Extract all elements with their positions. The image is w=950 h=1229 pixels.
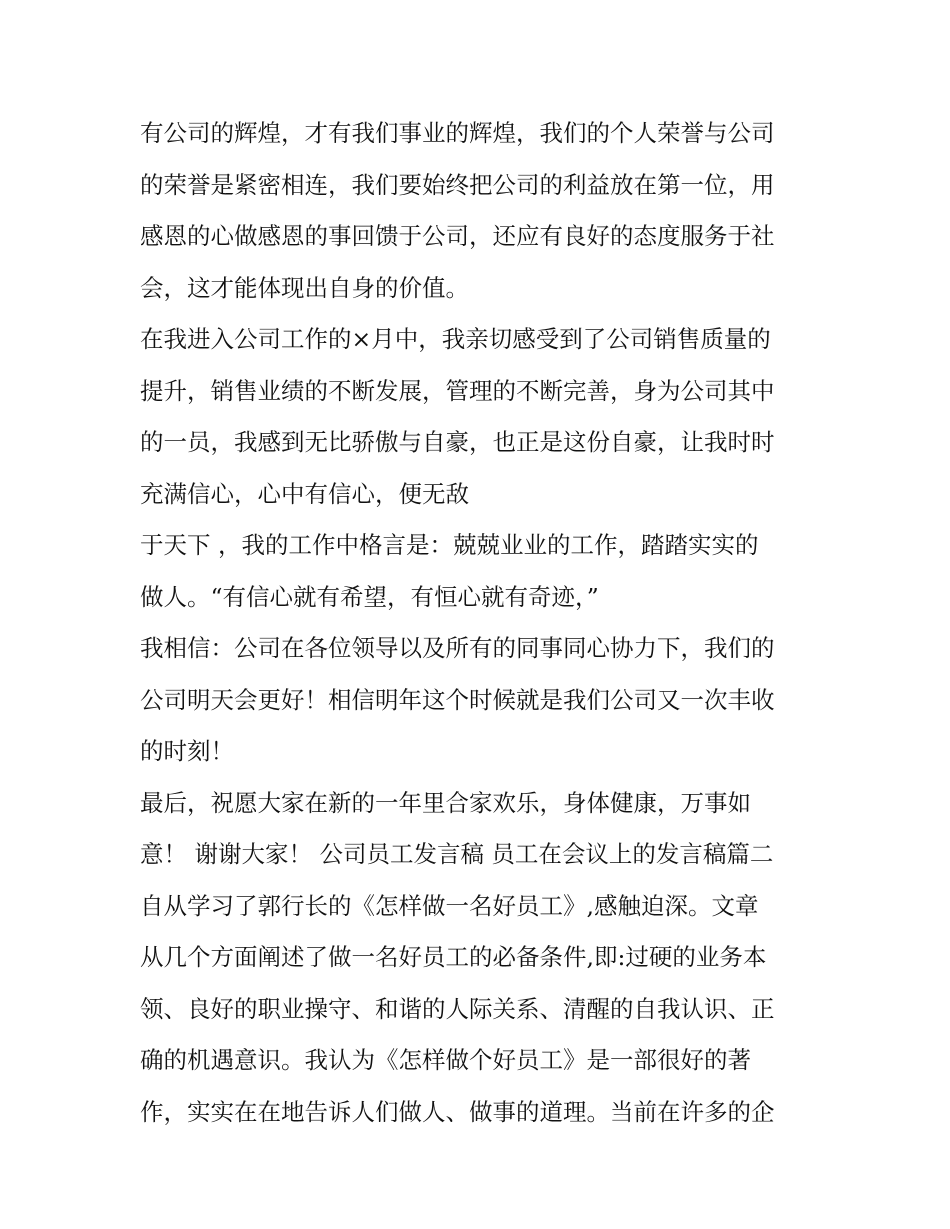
text-line: 意！ 谢谢大家！ 公司员工发言稿 员工在会议上的发言稿篇二 — [140, 840, 774, 868]
text-line: 在我进入公司工作的×月中，我亲切感受到了公司销售质量的 — [140, 325, 771, 353]
text-line: 作，实实在在地告诉人们做人、做事的道理。当前在许多的企 — [140, 1097, 775, 1126]
text-line: 最后，祝愿大家在新的一年里合家欢乐，身体健康，万事如 — [140, 788, 751, 817]
text-line: 会，这才能体现出自身的价值。 — [140, 273, 469, 302]
text-line: 提升，销售业绩的不断发展，管理的不断完善，身为公司其中 — [140, 376, 775, 405]
text-line: 的时刻！ — [140, 737, 234, 765]
text-line: 充满信心，心中有信心，便无敌 — [140, 479, 469, 508]
text-line: 自从学习了郭行长的《怎样做一名好员工》,感触迫深。文章 — [140, 891, 759, 920]
text-line: 有公司的辉煌，才有我们事业的辉煌，我们的个人荣誉与公司 — [140, 119, 775, 147]
text-line: 感恩的心做感恩的事回馈于公司，还应有良好的态度服务于社 — [140, 222, 775, 250]
text-line: 的荣誉是紧密相连，我们要始终把公司的利益放在第一位，用 — [140, 170, 775, 199]
text-line: 领、良好的职业操守、和谐的人际关系、清醒的自我认识、正 — [140, 994, 775, 1023]
text-line: 公司明天会更好！相信明年这个时候就是我们公司又一次丰收 — [140, 685, 775, 714]
text-line: 做人。“有信心就有希望，有恒心就有奇迹，” — [140, 582, 599, 611]
text-line: 于天下 ，我的工作中格言是：兢兢业业的工作，踏踏实实的 — [140, 531, 759, 559]
text-line: 的一员，我感到无比骄傲与自豪，也正是这份自豪，让我时时 — [140, 428, 775, 456]
text-line: 我相信：公司在各位领导以及所有的同事同心协力下，我们的 — [140, 634, 775, 662]
body-text — [140, 108, 830, 1138]
text-line: 确的机遇意识。我认为《怎样做个好员工》是一部很好的著 — [140, 1046, 751, 1074]
text-line: 从几个方面阐述了做一名好员工的必备条件,即:过硬的业务本 — [140, 943, 767, 971]
